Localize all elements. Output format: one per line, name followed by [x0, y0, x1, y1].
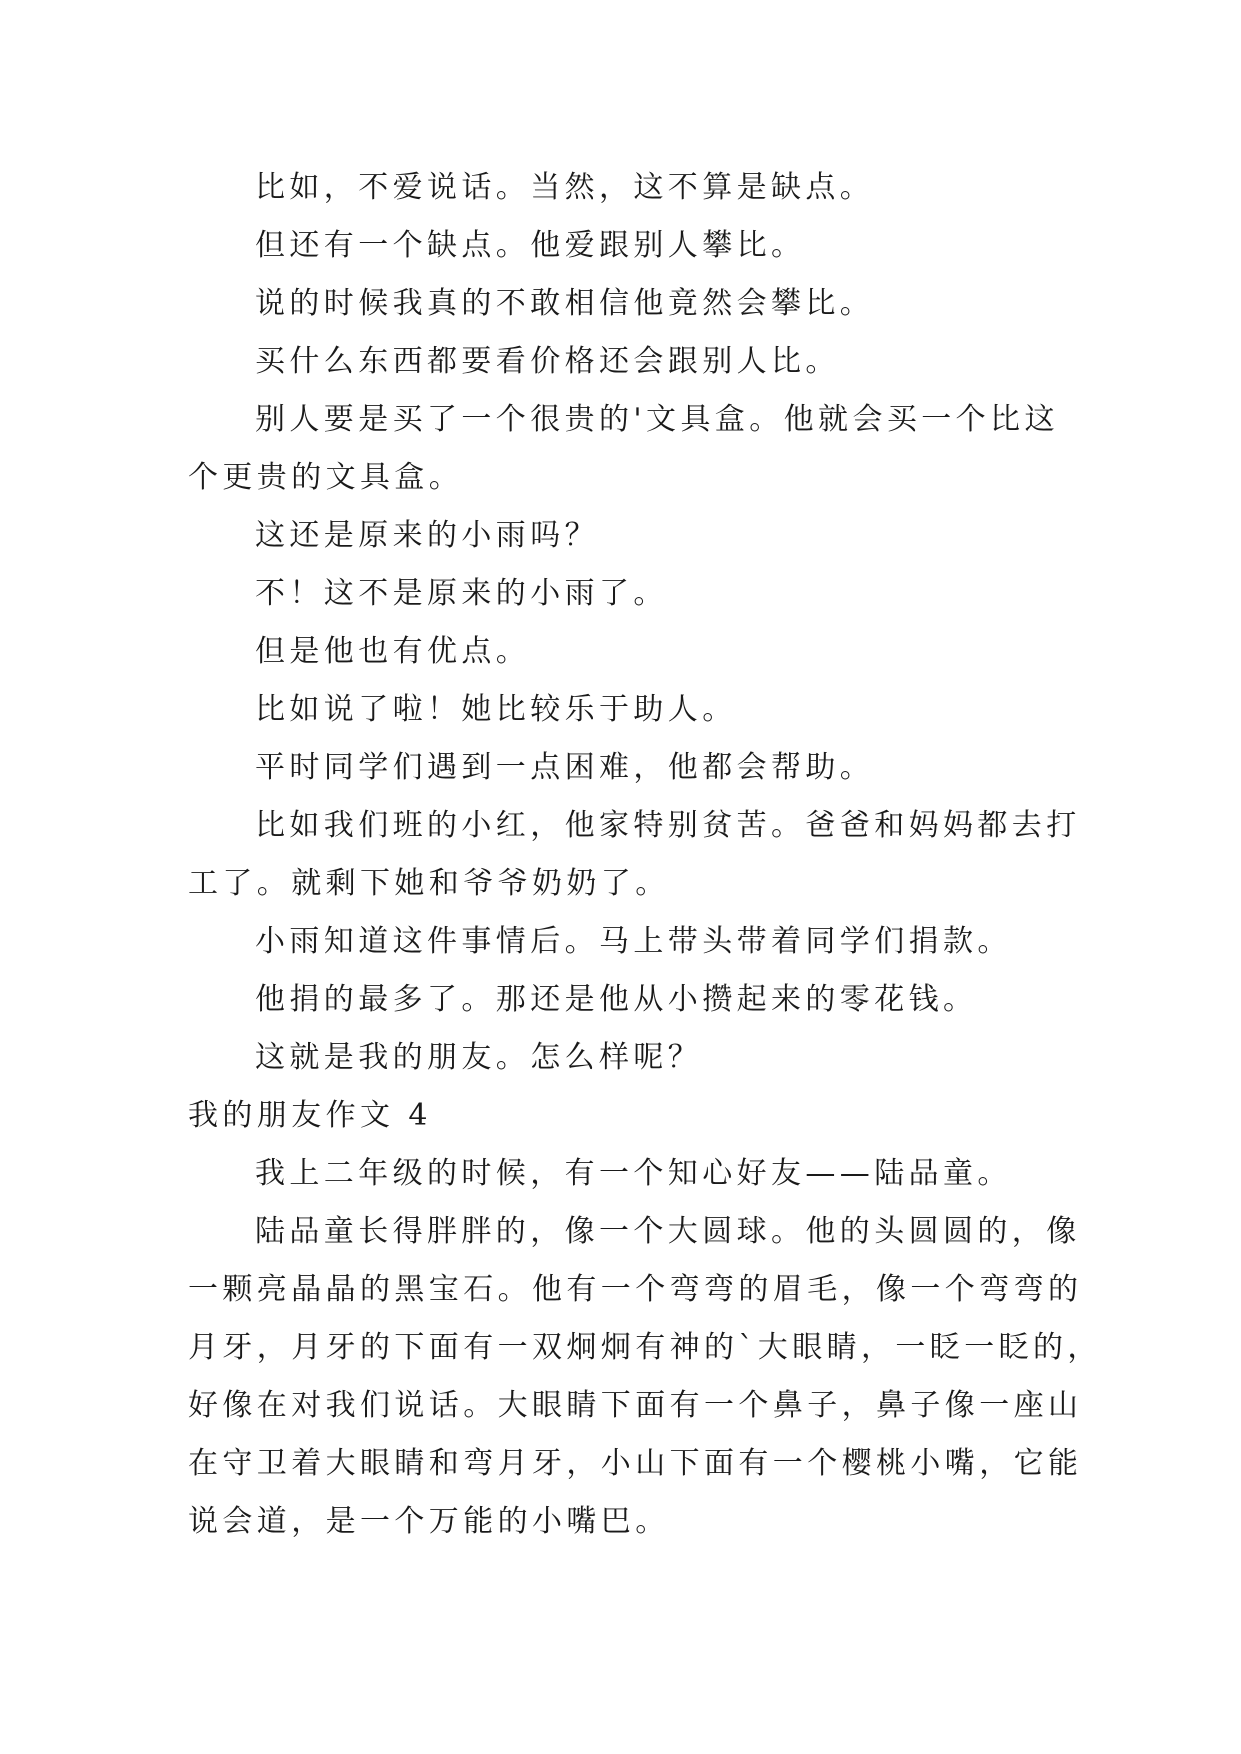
paragraph-line: 说的时候我真的不敢相信他竟然会攀比。	[255, 286, 875, 321]
paragraph-line: 这还是原来的小雨吗？	[255, 518, 599, 553]
paragraph-line-continuation: 工了。就剩下她和爷爷奶奶了。	[188, 866, 670, 901]
paragraph-line-continuation: 一颗亮晶晶的黑宝石。他有一个弯弯的眉毛，像一个弯弯的	[188, 1272, 1083, 1307]
paragraph-line-continuation: 在守卫着大眼睛和弯月牙，小山下面有一个樱桃小嘴，它能	[188, 1446, 1083, 1481]
paragraph-line-continuation: 个更贵的文具盒。	[188, 460, 464, 495]
paragraph-line: 我上二年级的时候，有一个知心好友——陆品童。	[255, 1156, 1012, 1191]
paragraph-line: 陆品童长得胖胖的，像一个大圆球。他的头圆圆的，像	[255, 1214, 1081, 1249]
paragraph-line: 别人要是买了一个很贵的'文具盒。他就会买一个比这	[255, 402, 1059, 437]
paragraph-line: 比如，不爱说话。当然，这不算是缺点。	[255, 170, 875, 205]
paragraph-line: 但还有一个缺点。他爱跟别人攀比。	[255, 228, 806, 263]
section-heading: 我的朋友作文 4	[188, 1098, 432, 1133]
paragraph-line: 比如说了啦！她比较乐于助人。	[255, 692, 737, 727]
paragraph-line: 他捐的最多了。那还是他从小攒起来的零花钱。	[255, 982, 978, 1017]
paragraph-line: 但是他也有优点。	[255, 634, 531, 669]
paragraph-line: 比如我们班的小红，他家特别贫苦。爸爸和妈妈都去打	[255, 808, 1081, 843]
paragraph-line: 这就是我的朋友。怎么样呢？	[255, 1040, 703, 1075]
paragraph-line: 买什么东西都要看价格还会跟别人比。	[255, 344, 840, 379]
paragraph-line: 小雨知道这件事情后。马上带头带着同学们捐款。	[255, 924, 1012, 959]
paragraph-line-continuation: 月牙，月牙的下面有一双炯炯有神的`大眼睛，一眨一眨的，	[188, 1330, 1102, 1365]
paragraph-line: 平时同学们遇到一点困难，他都会帮助。	[255, 750, 875, 785]
paragraph-line-continuation: 好像在对我们说话。大眼睛下面有一个鼻子，鼻子像一座山	[188, 1388, 1083, 1423]
paragraph-line: 不！这不是原来的小雨了。	[255, 576, 668, 611]
document-body	[188, 159, 1102, 1551]
paragraph-line-continuation: 说会道，是一个万能的小嘴巴。	[188, 1504, 670, 1539]
